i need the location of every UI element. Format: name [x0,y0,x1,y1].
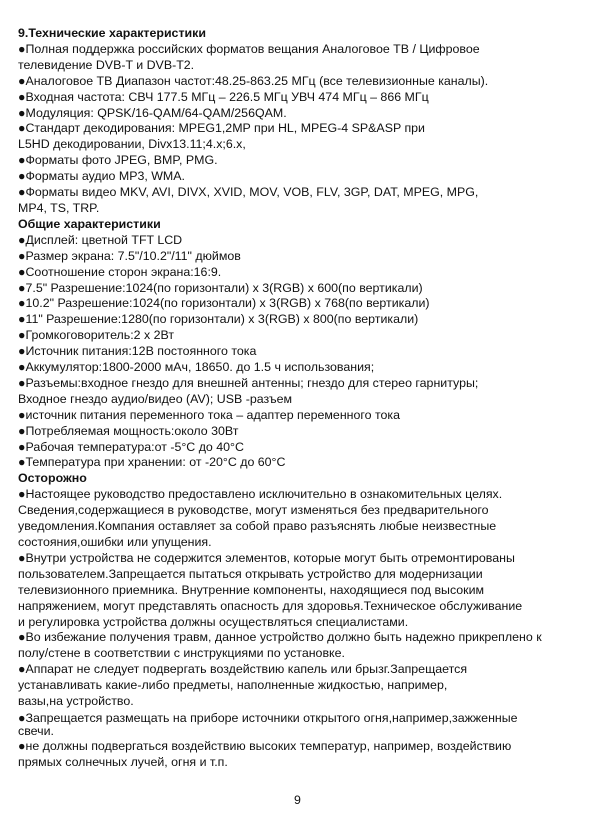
text-line: ●10.2" Разрешение:1024(по горизонтали) x 3(RGB) x 768(по вертикали) [18,296,430,311]
text-line: ●Настоящее руководство предоставлено исключительно в ознакомительных целях. [18,487,503,502]
page-number: 9 [294,793,301,807]
text-line: ●Входная частота: СВЧ 177.5 МГц – 226.5 МГц УВЧ 474 МГц – 866 МГц [18,89,429,104]
text-line: напряжением, могут представлять опасность для здоровья.Техническое обслуживание [18,598,523,613]
text-line: ●не должны подвергаться воздействию высоких температур, например, воздействию [18,738,512,753]
text-line: Сведения,содержащиеся в руководстве, могут изменяться без предварительного [18,503,489,518]
text-line: ●Во избежание получения травм, данное устройство должно быть надежно прикреплено к [18,630,542,645]
text-line: ●Аналоговое ТВ Диапазон частот:48.25-863.25 МГц (все телевизионные каналы). [18,73,489,88]
text-line: ●Аккумулятор:1800-2000 мАч, 18650. до 1.5 ч использования; [18,360,375,375]
text-line: ●источник питания переменного тока – адаптер переменного тока [18,407,400,422]
text-line: Входное гнездо аудио/видео (AV); USB -разъем [18,391,293,406]
text-line: телевизионного приемника. Внутренние компоненты, находящиеся под высоким [18,582,485,597]
text-line: вазы,на устройство. [18,694,134,709]
general-specs-list [18,233,583,472]
text-line: телевидение DVB-T и DVB-T2. [18,57,195,72]
text-line: ●Разъемы:входное гнездо для внешней антенны; гнездо для стерео гарнитуры; [18,375,479,390]
caution-list-b [18,739,583,771]
text-line: состояния,ошибки или упущения. [18,535,212,549]
text-line: уведомления.Компания оставляет за собой право разъяснять любые неизвестные [18,519,497,534]
tech-specs-list [18,42,583,217]
text-line: ●Размер экрана: 7.5"/10.2"/11" дюймов [18,248,241,263]
caution-list-a [18,487,583,710]
text-line: ●Форматы аудио MP3, WMA. [18,169,185,184]
text-line: свечи. [18,724,54,739]
text-line: ●Аппарат не следует подвергать воздействию капель или брызг.Запрещается [18,662,468,677]
manual-page [18,26,583,771]
text-line: ●Громкоговоритель:2 x 2Вт [18,328,175,343]
text-line: MP4, TS, TRP. [18,200,100,215]
text-line: ●11" Разрешение:1280(по горизонтали) x 3(RGB) x 800(по вертикали) [18,312,419,327]
text-line: ●Форматы фото JPEG, BMP, PMG. [18,153,218,168]
text-line: ●Источник питания:12В постоянного тока [18,344,257,359]
text-line: ●Соотношение сторон экрана:16:9. [18,264,222,279]
tech-specs-heading: 9.Технические характеристики [18,26,206,40]
text-line: ●Температура при хранении: от -20°C до 60°C [18,455,286,470]
text-line: прямых солнечных лучей, огня и т.п. [18,754,228,769]
caution-fire-warning [18,712,583,739]
text-line: ●Внутри устройства не содержится элементов, которые могут быть отремонтированы [18,550,515,565]
text-line: ●Дисплей: цветной TFT LCD [18,232,183,247]
general-specs-heading: Общие характеристики [18,216,161,231]
text-line: ●Рабочая температура:от -5°C до 40°C [18,439,244,454]
text-line: пользователем.Запрещается пытаться открывать устройство для модернизации [18,566,483,581]
text-line: устанавливать какие-либо предметы, наполненные жидкостью, например, [18,678,448,693]
text-line: ●7.5" Разрешение:1024(по горизонтали) x 3(RGB) x 600(по вертикали) [18,280,423,295]
text-line: L5HD декодировании, Divx13.11;4.x;6.x, [18,137,246,152]
text-line: ●Потребляемая мощность:около 30Вт [18,423,239,438]
text-line: ●Запрещается размещать на приборе источники открытого огня,например,зажженные [18,710,518,725]
text-line: ●Модуляция: QPSK/16-QAM/64-QAM/256QAM. [18,105,287,120]
text-line: ●Форматы видео MKV, AVI, DIVX, XVID, MOV, VOB, FLV, 3GP, DAT, MPEG, MPG, [18,185,479,200]
text-line: и регулировка устройства должны осуществляться специалистами. [18,614,409,629]
text-line: ●Полная поддержка российских форматов вещания Аналоговое ТВ / Цифровое [18,41,480,56]
text-line: ●Стандарт декодирования: MPEG1,2MP при HL, MPEG-4 SP&ASP при [18,121,425,136]
caution-heading: Осторожно [18,471,87,486]
text-line: полу/стене в соответствии с инструкциями по установке. [18,646,345,661]
